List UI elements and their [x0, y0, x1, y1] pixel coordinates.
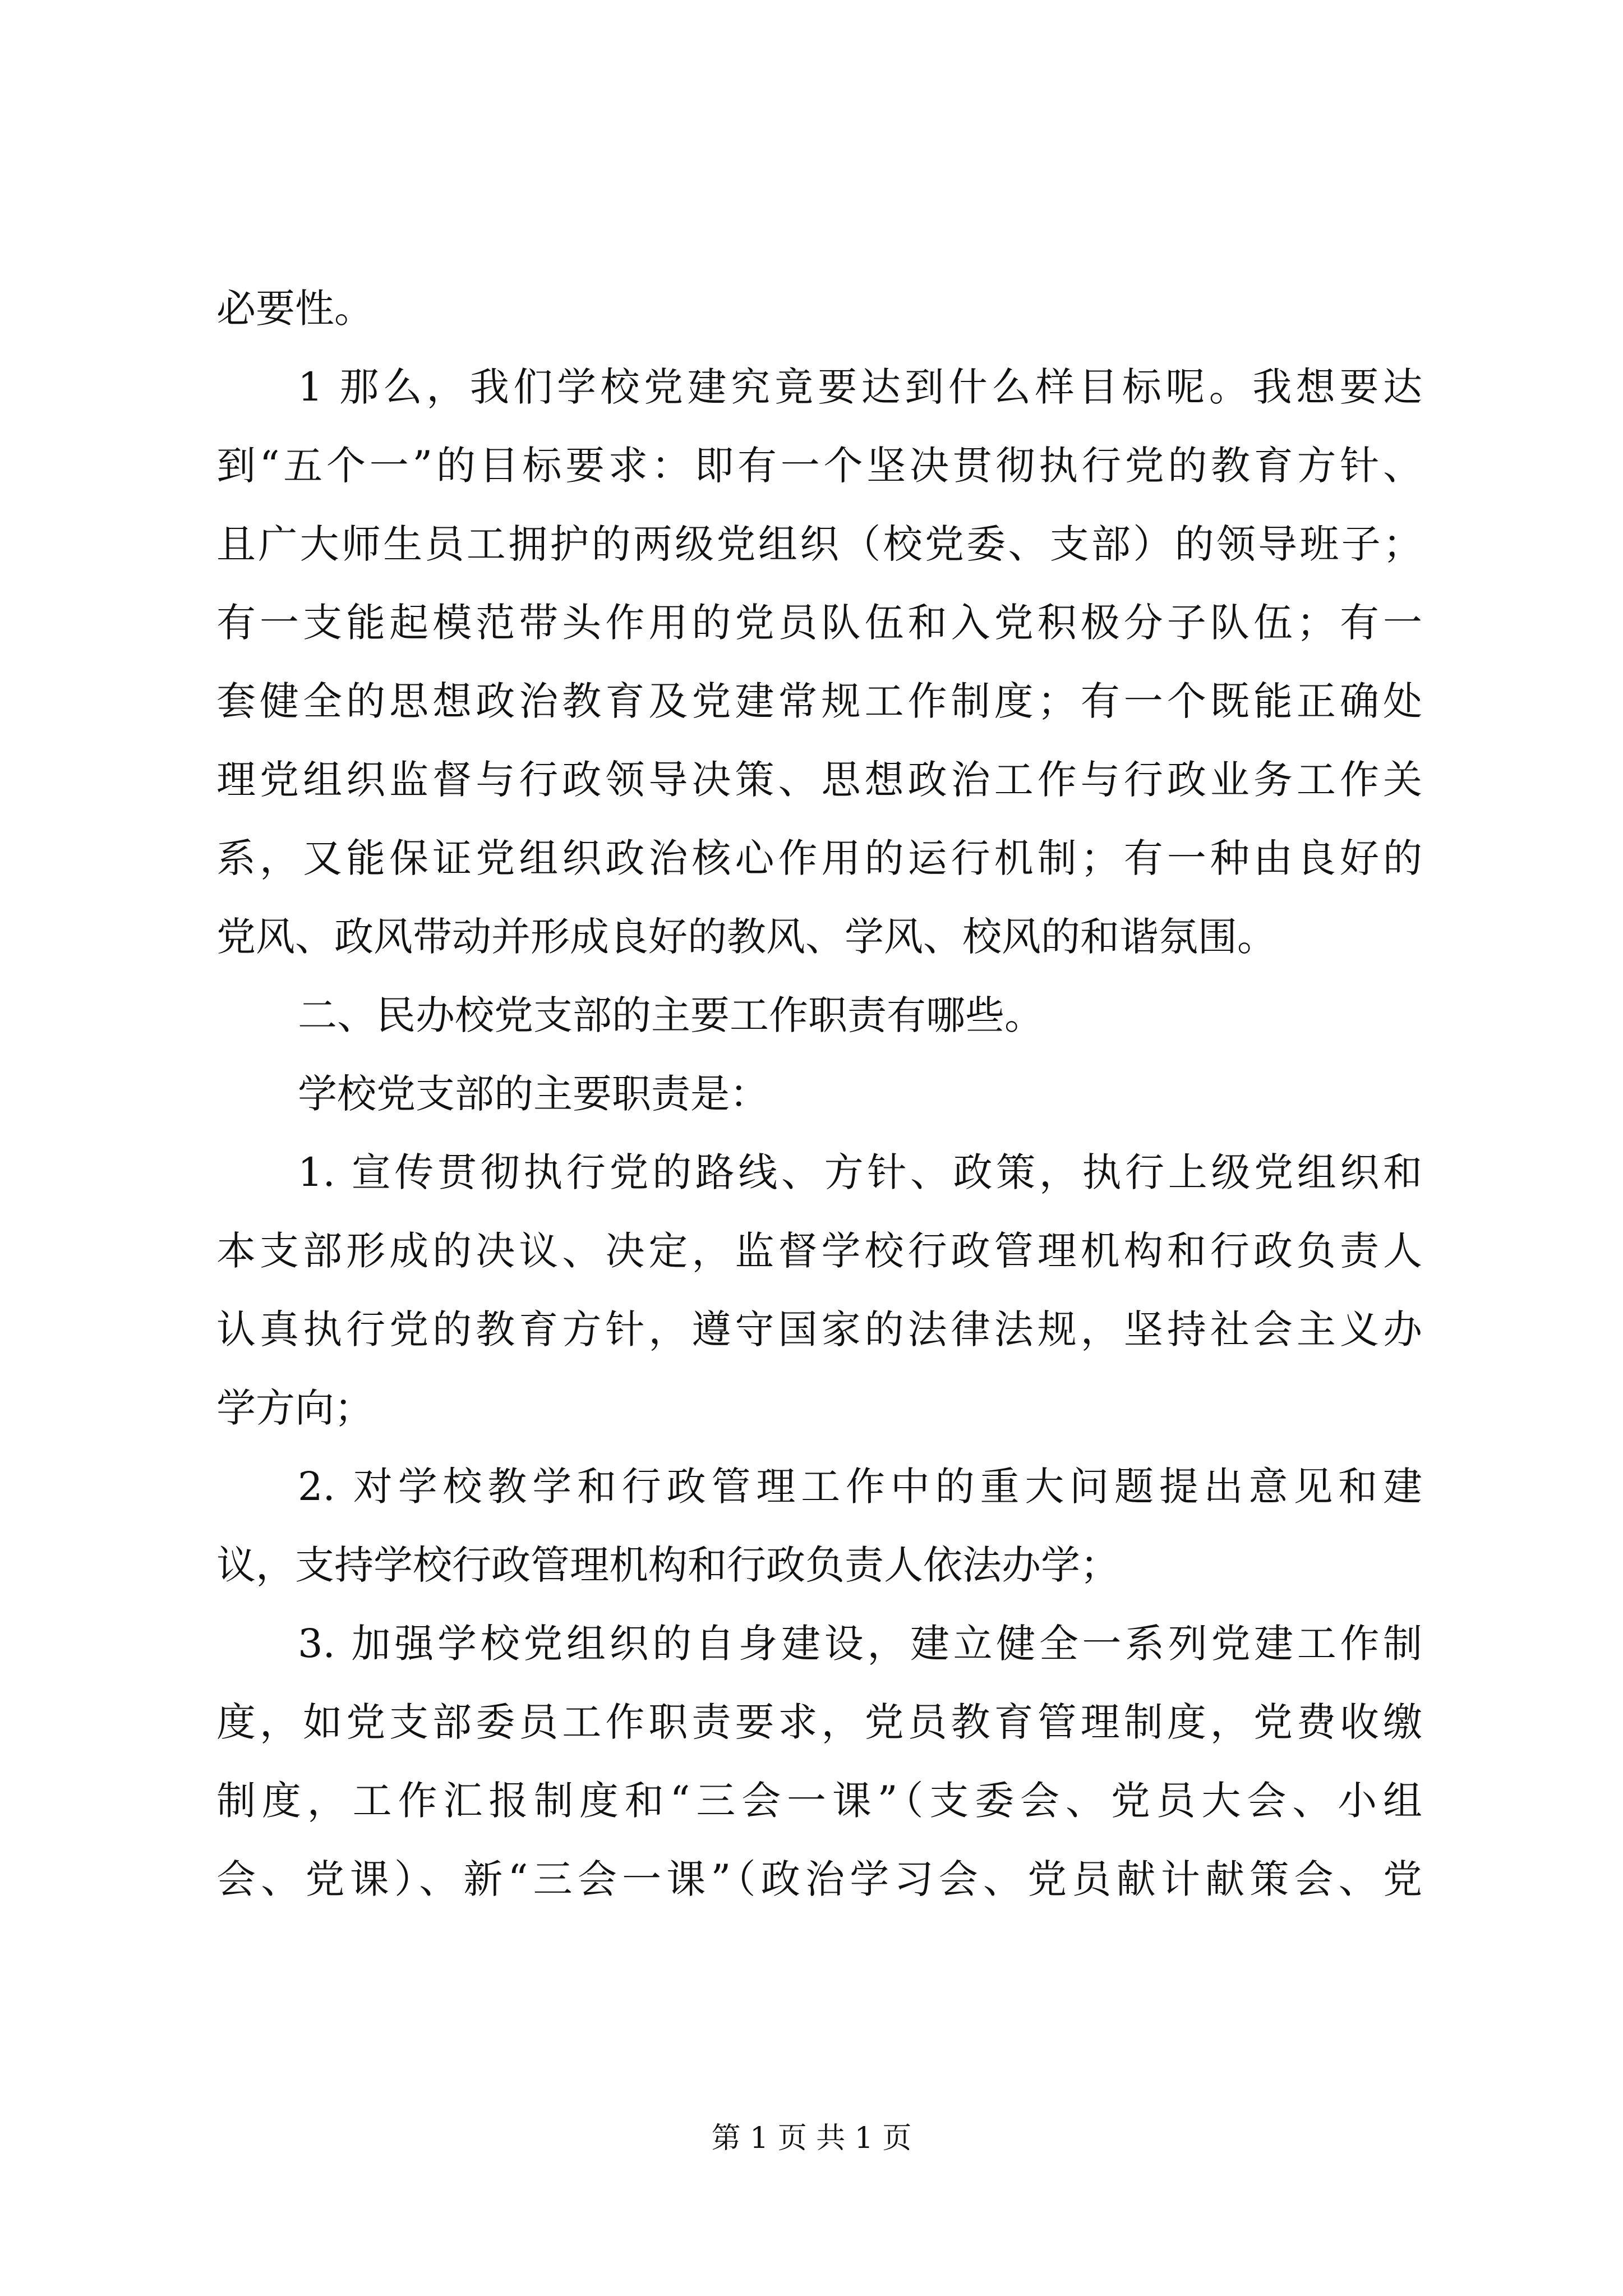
- text-line: 学校党支部的主要职责是：: [298, 1071, 769, 1117]
- text-line: 1 那么，我们学校党建究竟要达到什么样目标呢。我想要达: [298, 364, 1422, 410]
- text-line: 系，又能保证党组织政治核心作用的运行机制；有一种由良好的: [216, 835, 1422, 881]
- text-line: 制度，工作汇报制度和“三会一课”（支委会、党员大会、小组: [216, 1778, 1422, 1824]
- text-line: 且广大师生员工拥护的两级党组织（校党委、支部）的领导班子；: [216, 521, 1422, 567]
- text-line: 党风、政风带动并形成良好的教风、学风、校风的和谐氛围。: [216, 914, 1276, 960]
- text-line: 本支部形成的决议、决定，监督学校行政管理机构和行政负责人: [216, 1228, 1422, 1274]
- page-footer: 第 1 页 共 1 页: [711, 2122, 912, 2155]
- text-line: 会、党课）、新“三会一课”（政治学习会、党员献计献策会、党: [216, 1856, 1422, 1902]
- text-line: 1. 宣传贯彻执行党的路线、方针、政策，执行上级党组织和: [298, 1149, 1422, 1195]
- text-line: 2. 对学校教学和行政管理工作中的重大问题提出意见和建: [298, 1464, 1422, 1510]
- text-line: 有一支能起模范带头作用的党员队伍和入党积极分子队伍；有一: [216, 600, 1422, 646]
- text-line: 到“五个一”的目标要求：即有一个坚决贯彻执行党的教育方针、: [216, 443, 1422, 489]
- text-line: 二、民办校党支部的主要工作职责有哪些。: [298, 992, 1044, 1038]
- text-line: 3. 加强学校党组织的自身建设，建立健全一系列党建工作制: [298, 1621, 1422, 1667]
- text-line: 理党组织监督与行政领导决策、思想政治工作与行政业务工作关: [216, 757, 1422, 803]
- text-line: 必要性。: [216, 286, 374, 332]
- text-line: 认真执行党的教育方针，遵守国家的法律法规，坚持社会主义办: [216, 1306, 1422, 1352]
- text-line: 套健全的思想政治教育及党建常规工作制度；有一个既能正确处: [216, 678, 1422, 724]
- text-line: 议，支持学校行政管理机构和行政负责人依法办学；: [216, 1542, 1119, 1588]
- text-line: 度，如党支部委员工作职责要求，党员教育管理制度，党费收缴: [216, 1699, 1422, 1745]
- text-line: 学方向；: [216, 1385, 374, 1431]
